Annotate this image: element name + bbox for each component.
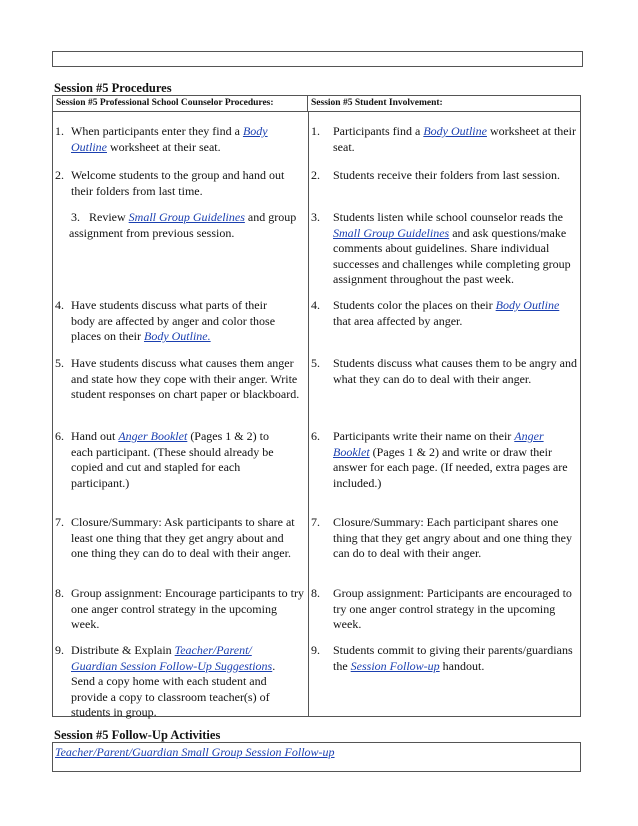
item-text: Participants write their name on their Anger Booklet (Pages 1 & 2) and write or draw their answer for each page. (If needed, extra pages are included.) bbox=[333, 429, 568, 490]
item-number: 9. bbox=[311, 643, 320, 657]
item-number: 1. bbox=[55, 124, 64, 138]
item-number: 5. bbox=[311, 356, 320, 370]
body-outline-link[interactable]: Body Outline. bbox=[143, 329, 211, 344]
anger-booklet-link[interactable]: Anger Booklet bbox=[118, 429, 188, 443]
item-text: Hand out Anger Booklet (Pages 1 & 2) to each participant. (These should already be copied and cut and stapled for each participant.) bbox=[71, 429, 274, 490]
followup-box bbox=[52, 742, 581, 772]
item-number: 9. bbox=[55, 643, 64, 657]
item-text: Students receive their folders from last session. bbox=[333, 168, 560, 182]
item-text: Group assignment: Participants are encouraged to try one anger control strategy in the upcoming week. bbox=[333, 586, 572, 632]
body-outline-link[interactable]: Body Outline bbox=[495, 298, 560, 312]
item-text: Distribute & Explain Teacher/Parent/ Guardian Session Follow-Up Suggestions. Send a copy home with each student and provide a copy to classroom teacher(s) of students in group. bbox=[71, 643, 276, 720]
item-number: 2. bbox=[311, 168, 320, 182]
small-group-guidelines-link[interactable]: Small Group Guidelines bbox=[333, 225, 450, 240]
followup-title: Session #5 Follow-Up Activities bbox=[54, 728, 221, 742]
item-number: 4. bbox=[311, 298, 320, 312]
item-text: 3. Review Small Group Guidelines and group assignment from previous session. bbox=[69, 210, 297, 240]
item-text: Students discuss what causes them to be angry and what they can do to deal with their anger. bbox=[333, 356, 577, 386]
item-number: 1. bbox=[311, 124, 320, 138]
follow-up-suggestions-link[interactable]: Teacher/Parent/ Guardian Session Follow-Up Suggestions bbox=[71, 643, 273, 673]
followup-link[interactable]: Teacher/Parent/Guardian Small Group Session Follow-up bbox=[55, 745, 335, 759]
item-number: 7. bbox=[311, 515, 320, 529]
item-text: Closure/Summary: Each participant shares one thing that they get angry about and one thing they can do to deal with their anger. bbox=[333, 515, 572, 561]
body-outline-link[interactable]: Body Outline bbox=[71, 124, 268, 154]
procedures-title: Session #5 Procedures bbox=[54, 81, 172, 95]
item-number: 6. bbox=[311, 429, 320, 443]
item-text: Welcome students to the group and hand out their folders from last time. bbox=[71, 168, 285, 198]
item-text: Students listen while school counselor reads the Small Group Guidelines and ask questions/make comments about guidelines. Share individual successes and challenges while completing group assignment throughout the past week. bbox=[333, 210, 571, 287]
column-divider bbox=[308, 111, 309, 716]
item-text: Group assignment: Encourage participants to try one anger control strategy in the upcoming week. bbox=[71, 586, 304, 632]
body-outline-link[interactable]: Body Outline bbox=[423, 124, 487, 138]
session-follow-up-link[interactable]: Session Follow-up bbox=[350, 658, 440, 673]
item-number: 8. bbox=[55, 586, 64, 600]
anger-booklet-link[interactable]: Anger Booklet bbox=[333, 429, 544, 459]
item-number: 5. bbox=[55, 356, 64, 370]
item-number: 4. bbox=[55, 298, 64, 312]
item-text: Closure/Summary: Ask participants to share at least one thing that they get angry about and one thing they can do to deal with their anger. bbox=[71, 515, 295, 561]
item-number: 2. bbox=[55, 168, 64, 182]
header-counselor: Session #5 Professional School Counselor Procedures: bbox=[53, 96, 308, 111]
header-divider bbox=[53, 111, 580, 112]
procedures-table bbox=[52, 95, 581, 720]
item-text: Have students discuss what causes them anger and state how they cope with their anger. Write student responses on chart paper or blackboard. bbox=[71, 356, 300, 402]
top-empty-box bbox=[52, 51, 583, 67]
item-text: Students color the places on their Body Outline that area affected by anger. bbox=[333, 298, 560, 328]
header-student: Session #5 Student Involvement: bbox=[311, 98, 443, 108]
item-number: 3. bbox=[311, 210, 320, 224]
item-number: 6. bbox=[55, 429, 64, 443]
small-group-guidelines-link[interactable]: Small Group Guidelines bbox=[128, 210, 245, 224]
item-text: Participants find a Body Outline worksheet at their seat. bbox=[333, 124, 576, 154]
item-text: Students commit to giving their parents/guardians the Session Follow-up handout. bbox=[333, 643, 573, 673]
item-number: 7. bbox=[55, 515, 64, 529]
item-text: When participants enter they find a Body Outline worksheet at their seat. bbox=[71, 124, 268, 154]
item-number: 8. bbox=[311, 586, 320, 600]
item-text: Have students discuss what parts of their body are affected by anger and color those places on their Body Outline. bbox=[71, 298, 276, 344]
